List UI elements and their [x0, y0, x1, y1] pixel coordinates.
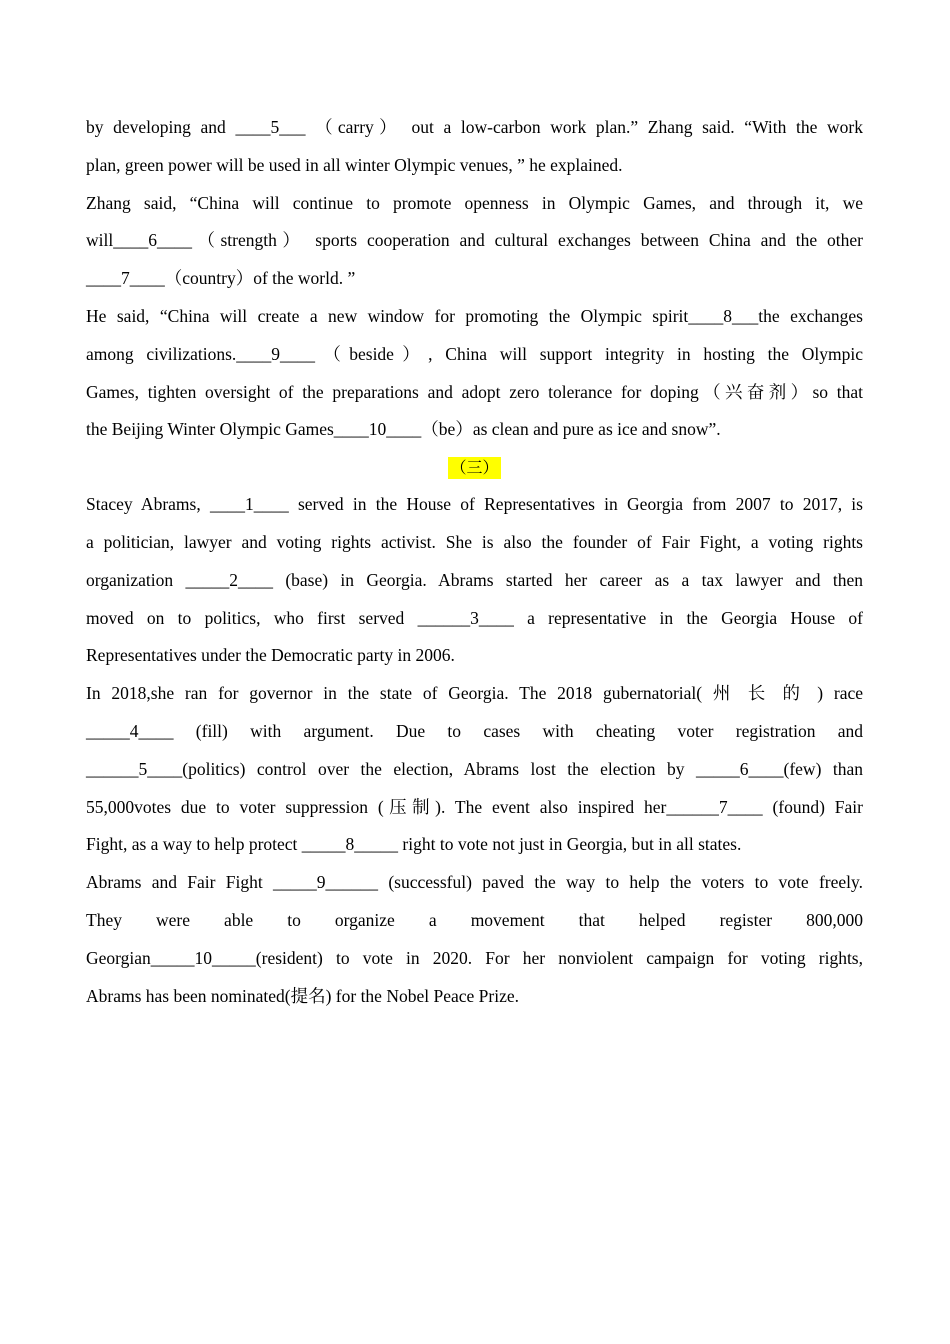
text-line: ______5____(politics) control over the election, Abrams lost the election by _____6____(few) than: [86, 758, 863, 779]
paragraph: [86, 864, 863, 1015]
text-line: among civilizations.____9____（beside）, China will support integrity in hosting the Olympic: [86, 343, 863, 364]
text-line: Abrams has been nominated(提名) for the Nobel Peace Prize.: [86, 985, 519, 1006]
text-line: Representatives under the Democratic party in 2006.: [86, 645, 455, 666]
text-line: They were able to organize a movement that helped register 800,000: [86, 909, 863, 930]
text-line: Games, tighten oversight of the preparations and adopt zero tolerance for doping（兴奋剂）so that: [86, 381, 863, 402]
text-line: Fight, as a way to help protect _____8_____ right to vote not just in Georgia, but in all states.: [86, 834, 742, 855]
text-line: He said, “China will create a new window for promoting the Olympic spirit____8___the exchanges: [86, 305, 863, 326]
document-page: [86, 109, 863, 1015]
text-line: moved on to politics, who first served ______3____ a representative in the Georgia House of: [86, 607, 863, 628]
paragraph: [86, 185, 863, 298]
text-line: a politician, lawyer and voting rights activist. She is also the founder of Fair Fight, a voting rights: [86, 531, 863, 552]
text-line: Abrams and Fair Fight _____9______ (successful) paved the way to help the voters to vote freely.: [86, 872, 863, 893]
paragraph: [86, 675, 863, 864]
paragraph: [86, 109, 863, 185]
text-line: Georgian_____10_____(resident) to vote in 2020. For her nonviolent campaign for voting rights,: [86, 947, 863, 968]
text-line: ____7____（country）of the world. ”: [86, 268, 356, 289]
text-line: plan, green power will be used in all winter Olympic venues, ” he explained.: [86, 154, 623, 175]
section-heading: （三）: [450, 458, 499, 478]
text-line: _____4____ (fill) with argument. Due to cases with cheating voter registration and: [86, 720, 863, 741]
text-line: will____6____（strength） sports cooperation and cultural exchanges between China and the other: [86, 230, 863, 251]
text-line: 55,000votes due to voter suppression (压制). The event also inspired her______7____ (found) Fair: [86, 796, 863, 817]
paragraph: [86, 298, 863, 449]
section-heading-row: [86, 449, 863, 486]
text-line: Zhang said, “China will continue to promote openness in Olympic Games, and through it, we: [86, 192, 863, 213]
paragraph: [86, 486, 863, 675]
text-line: by developing and ____5___ （carry） out a low-carbon work plan.” Zhang said. “With the work: [86, 117, 863, 137]
text-line: Stacey Abrams, ____1____ served in the House of Representatives in Georgia from 2007 to 2017, is: [86, 494, 863, 515]
text-line: the Beijing Winter Olympic Games____10____（be）as clean and pure as ice and snow”.: [86, 419, 721, 440]
text-line: In 2018,she ran for governor in the state of Georgia. The 2018 gubernatorial( 州 长 的 ) race: [86, 683, 863, 704]
text-line: organization _____2____ (base) in Georgia. Abrams started her career as a tax lawyer and then: [86, 569, 863, 590]
